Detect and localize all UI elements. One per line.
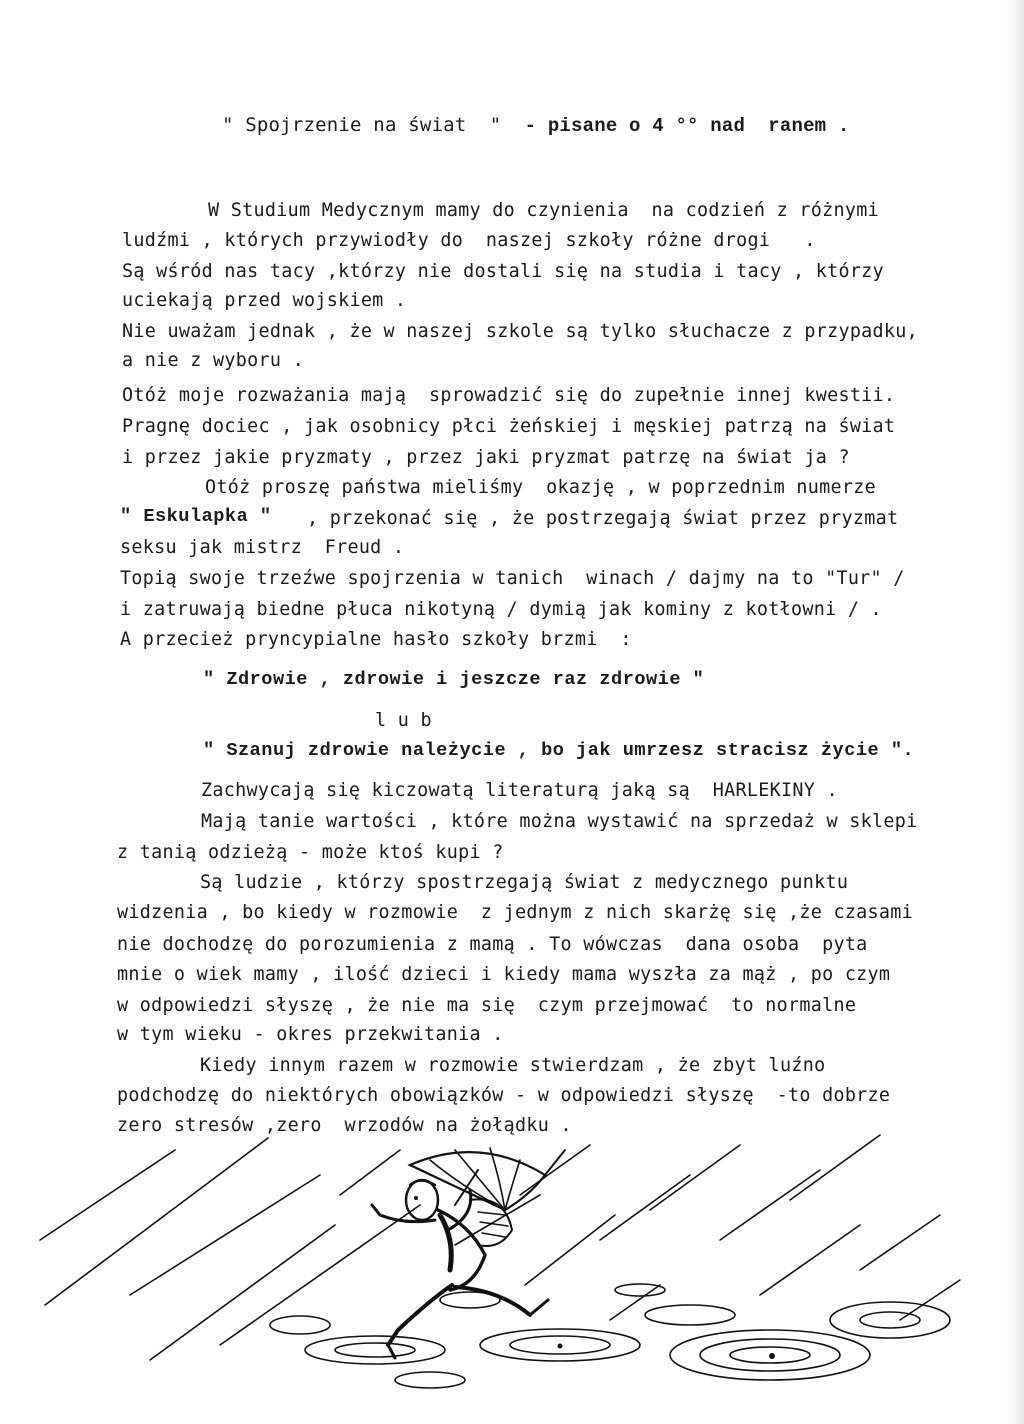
- text-line: Pragnę dociec , jak osobnicy płci żeńskiej i męskiej patrzą na świat: [122, 416, 896, 437]
- text-line: z tanią odzieżą - może ktoś kupi ?: [117, 842, 504, 863]
- text-line: Otóż proszę państwa mieliśmy okazję , w poprzednim numerze: [205, 477, 876, 498]
- text-line: Otóż moje rozważania mają sprowadzić się do zupełnie innej kwestii.: [122, 385, 896, 406]
- rain-illustration: [0, 1110, 1024, 1424]
- motto-line: " Szanuj zdrowie należycie , bo jak umrzesz stracisz życie ".: [203, 740, 915, 761]
- text-line: mnie o wiek mamy , ilość dzieci i kiedy mama wyszła za mąż , po czym: [117, 964, 891, 985]
- text-line: i przez jakie pryzmaty , przez jaki pryzmat patrzę na świat ja ?: [122, 447, 850, 468]
- text-line: zero stresów ,zero wrzodów na żołądku .: [117, 1115, 572, 1136]
- text-line: podchodzę do niektórych obowiązków - w odpowiedzi słyszę -to dobrze: [117, 1085, 891, 1106]
- text-line: Kiedy innym razem w rozmowie stwierdzam , że zbyt luźno: [200, 1055, 826, 1076]
- title-subtitle: - pisane o 4 °° nad ranem .: [524, 115, 850, 137]
- text-line: A przecież pryncypialne hasło szkoły brzmi :: [120, 629, 632, 650]
- text-line: Nie uważam jednak , że w naszej szkole są tylko słuchacze z przypadku,: [122, 321, 919, 342]
- text-line: ludźmi , których przywiodły do naszej szkoły różne drogi .: [122, 230, 816, 251]
- text-line: , przekonać się , że postrzegają świat przez pryzmat: [307, 508, 899, 529]
- title-quote-open: ": [222, 114, 234, 136]
- motto-line: " Zdrowie , zdrowie i jeszcze raz zdrowie ": [203, 669, 705, 690]
- text-line: Mają tanie wartości , które można wystawić na sprzedaż w sklepi: [201, 811, 918, 832]
- text-line: uciekają przed wojskiem .: [122, 290, 407, 311]
- text-line: W Studium Medycznym mamy do czynienia na codzień z różnymi: [208, 200, 879, 221]
- text-line: Są wśród nas tacy ,którzy nie dostali się na studia i tacy , którzy: [122, 261, 884, 282]
- text-line: seksu jak mistrz Freud .: [120, 537, 405, 558]
- text-line: w odpowiedzi słyszę , że nie ma się czym przejmować to normalne: [117, 995, 857, 1016]
- text-line: l u b: [375, 710, 432, 731]
- title-main: Spojrzenie na świat: [245, 114, 467, 136]
- magazine-name: " Eskulapka ": [120, 506, 272, 527]
- text-line: Topią swoje trzeźwe spojrzenia w tanich winach / dajmy na to "Tur" /: [120, 568, 905, 589]
- running-figure-umbrella-icon: [0, 1110, 1024, 1424]
- text-line: nie dochodzę do porozumienia z mamą . To wówczas dana osoba pyta: [117, 934, 868, 955]
- text-line: widzenia , bo kiedy w rozmowie z jednym z nich skarżę się ,że czasami: [117, 902, 914, 923]
- title-quote-close: ": [489, 114, 502, 136]
- text-line: Zachwycają się kiczowatą literaturą jaką są HARLEKINY .: [201, 780, 838, 801]
- text-line: i zatruwają biedne płuca nikotyną / dymią jak kominy z kotłowni / .: [120, 599, 882, 620]
- page-title: [222, 114, 849, 137]
- text-line: w tym wieku - okres przekwitania .: [117, 1024, 504, 1045]
- text-line: a nie z wyboru .: [122, 350, 304, 371]
- text-line: Są ludzie , którzy spostrzegają świat z medycznego punktu: [200, 872, 849, 893]
